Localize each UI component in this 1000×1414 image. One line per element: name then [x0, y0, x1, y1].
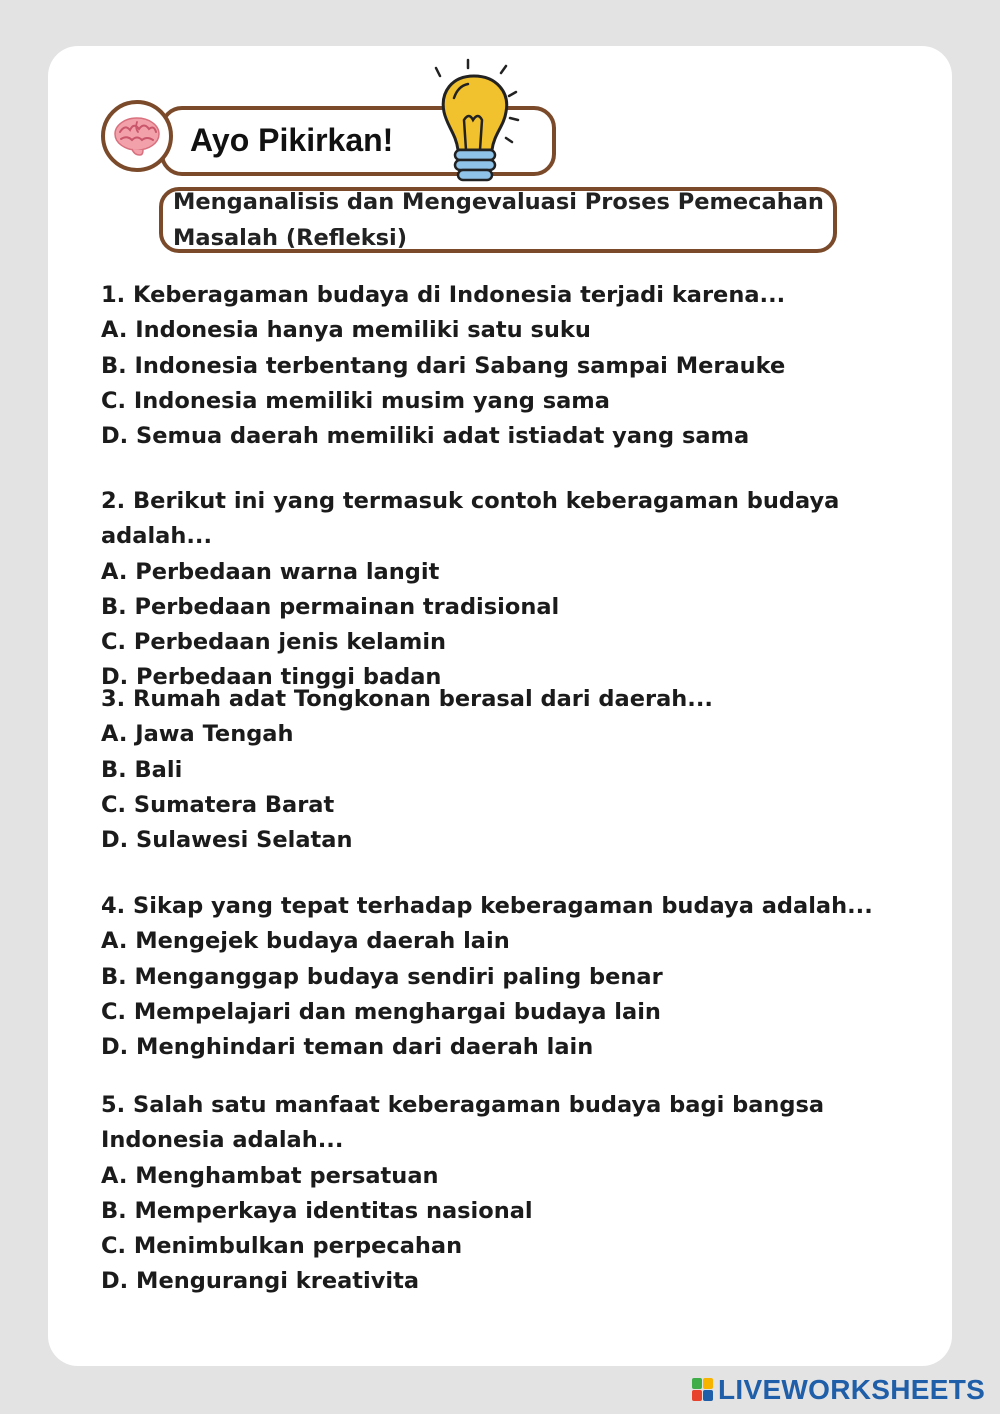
answer-option[interactable]: B. Indonesia terbentang dari Sabang sampai Merauke: [101, 352, 786, 379]
answer-option[interactable]: B. Memperkaya identitas nasional: [101, 1197, 533, 1224]
answer-option[interactable]: C. Mempelajari dan menghargai budaya lain: [101, 998, 661, 1025]
question-text: 2. Berikut ini yang termasuk contoh keberagaman budaya adalah...: [101, 488, 840, 550]
answer-option[interactable]: C. Indonesia memiliki musim yang sama: [101, 387, 610, 414]
answer-option[interactable]: D. Perbedaan tinggi badan: [101, 664, 442, 691]
question-block: [101, 682, 956, 858]
answer-option[interactable]: D. Mengurangi kreativita: [101, 1268, 420, 1295]
subtitle: Menganalisis dan Mengevaluasi Proses Pemecahan Masalah (Refleksi): [173, 189, 824, 251]
lightbulb-icon: [424, 58, 534, 190]
question-text: 1. Keberagaman budaya di Indonesia terjadi karena...: [101, 282, 786, 308]
liveworksheets-logo[interactable]: [692, 1376, 985, 1404]
answer-option[interactable]: B. Menganggap budaya sendiri paling benar: [101, 963, 663, 990]
question-block: [101, 278, 956, 454]
liveworksheets-badge-icon: [692, 1378, 714, 1402]
question-block: [101, 889, 956, 1065]
answer-option[interactable]: A. Menghambat persatuan: [101, 1162, 439, 1189]
answer-option[interactable]: B. Perbedaan permainan tradisional: [101, 593, 560, 620]
question-text: 5. Salah satu manfaat keberagaman budaya bagi bangsa Indonesia adalah...: [101, 1092, 825, 1154]
answer-option[interactable]: A. Perbedaan warna langit: [101, 558, 440, 585]
brain-badge: [101, 100, 173, 172]
answer-option[interactable]: A. Jawa Tengah: [101, 721, 294, 748]
answer-option[interactable]: C. Perbedaan jenis kelamin: [101, 629, 447, 656]
question-block: [101, 484, 956, 696]
answer-option[interactable]: D. Sulawesi Selatan: [101, 827, 353, 854]
logo-wordmark: LIVEWORKSHEETS: [718, 1374, 986, 1405]
question-text: 4. Sikap yang tepat terhadap keberagaman budaya adalah...: [101, 893, 873, 919]
answer-option[interactable]: C. Sumatera Barat: [101, 791, 335, 818]
answer-option[interactable]: D. Semua daerah memiliki adat istiadat yang sama: [101, 423, 750, 450]
answer-option[interactable]: D. Menghindari teman dari daerah lain: [101, 1034, 594, 1061]
answer-option[interactable]: A. Indonesia hanya memiliki satu suku: [101, 317, 591, 344]
brain-icon: [112, 114, 162, 158]
answer-option[interactable]: B. Bali: [101, 756, 183, 783]
question-block: [101, 1088, 951, 1300]
answer-option[interactable]: C. Menimbulkan perpecahan: [101, 1233, 463, 1260]
answer-option[interactable]: A. Mengejek budaya daerah lain: [101, 928, 510, 955]
page-title: Ayo Pikirkan!: [190, 122, 394, 158]
question-text: 3. Rumah adat Tongkonan berasal dari daerah...: [101, 686, 713, 712]
